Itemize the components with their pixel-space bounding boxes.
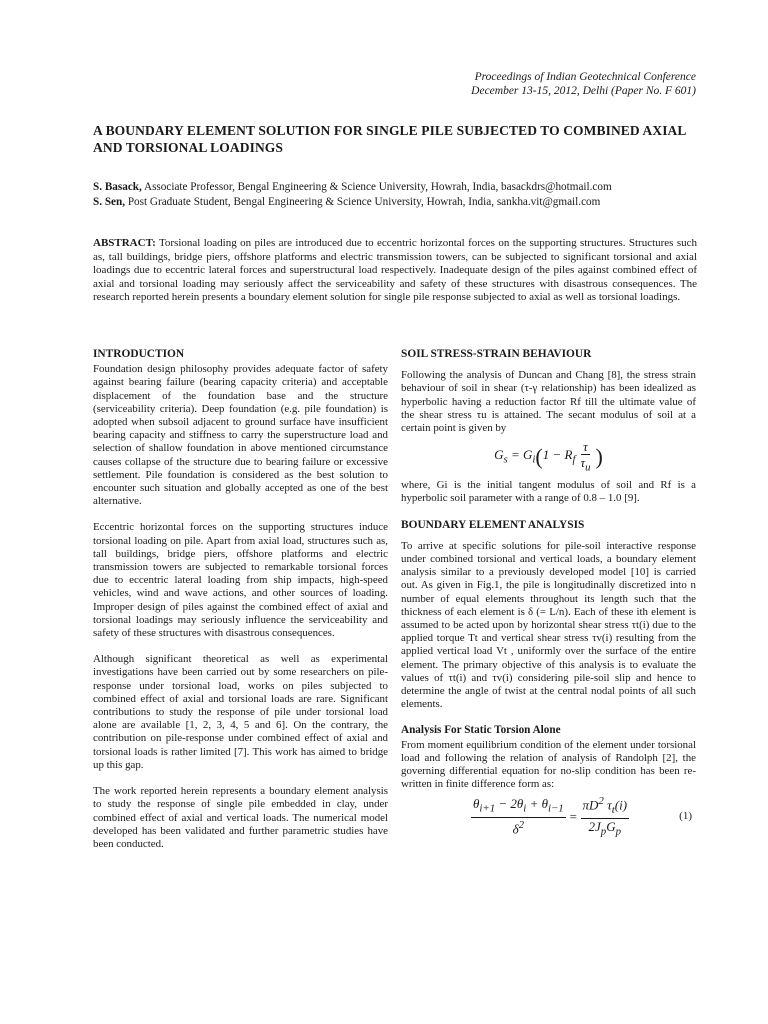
abstract — [93, 237, 697, 305]
subsection-heading-static-torsion: Analysis For Static Torsion Alone — [401, 724, 561, 737]
section-heading-boundary-element: BOUNDARY ELEMENT ANALYSIS — [401, 518, 585, 531]
author-1-name: S. Basack, — [93, 181, 142, 193]
left-column — [93, 348, 388, 851]
author-1 — [93, 180, 703, 195]
static-torsion-paragraph-1: From moment equilibrium condition of the element under torsional load and following the relation of analysis of Randolph [2], the governing differential equation for no-slip condition has been re-written in finite difference form as: — [401, 738, 696, 791]
equation-number: (1) — [679, 809, 692, 822]
abstract-text: Torsional loading on piles are introduced due to eccentric horizontal forces on the supporting structures. Structures such as, tall buildings, bridge piers, offshore platforms and electric transmission towers, can be subjected to significant torsional and axial loadings due to eccentric lateral forces and superstructural load respectively. Inadequate design of the piles against combined effect of axial and torsional loading may seriously affect the serviceability and safety of these structures with disastrous consequences. The research reported herein presents a boundary element solution for single pile response subjected to axial as well as torsional loadings. — [93, 237, 697, 304]
right-column — [401, 348, 696, 841]
section-heading-introduction: INTRODUCTION — [93, 348, 185, 360]
soil-paragraph-2: where, Gi is the initial tangent modulus of soil and Rf is a hyperbolic soil parameter with a range of 0.8 – 1.0 [9]. — [401, 479, 696, 505]
introduction-paragraph-2: Eccentric horizontal forces on the supporting structures induce torsional loading on pile. Apart from axial load, structures such as, tall buildings, bridge piers, offshore platforms and electric transmission towers are subjected to remarkable torsional forces due to eccentric lateral loading from ship impacts, high-speed vehicles, wind and wave actions, and other sources of loading. Improper design of piles against the combined effect of axial and torsional loadings may seriously influence the serviceability and safety of these structures with disastrous consequences. — [93, 521, 388, 640]
author-2-details: Post Graduate Student, Bengal Engineering & Science University, Howrah, India, sankha.vit@gmail.com — [125, 195, 601, 208]
secant-modulus-equation: $G_s = G_i$ ( $1 - R_f$ $\frac{\tau}{\tau_u}$ ) — [494, 438, 603, 474]
soil-paragraph-1: Following the analysis of Duncan and Chang [8], the stress strain behaviour of soil in shear (τ-γ relationship) has been idealized as hyperbolic having a reduction factor Rf till the ultimate value of the shear stress τu is attained. The secant modulus of soil at a certain point is given by — [401, 369, 696, 435]
header-line-2: December 13-15, 2012, Delhi (Paper No. F 601) — [471, 85, 696, 97]
author-list — [93, 180, 703, 209]
proceedings-header — [471, 70, 696, 98]
finite-difference-equation-1: $\frac{\theta_{i+1} - 2\theta_i + \theta_{i-1}}{\delta^2}$ = $\frac{\pi D^2 \tau_t(i)}{2J_pG_p}$ (1) — [473, 794, 692, 838]
author-2-name: S. Sen, — [93, 195, 126, 208]
paper-title: A BOUNDARY ELEMENT SOLUTION FOR SINGLE PILE SUBJECTED TO COMBINED AXIAL AND TORSIONAL LOADINGS — [93, 123, 686, 155]
author-1-details: Associate Professor, Bengal Engineering & Science University, Howrah, India, basackdrs@hotmail.com — [141, 181, 612, 193]
author-2 — [93, 195, 703, 210]
abstract-label: ABSTRACT: — [93, 237, 156, 249]
introduction-paragraph-1: Foundation design philosophy provides adequate factor of safety against bearing failure (bearing capacity criteria) and acceptable displacement of the foundation base and the structure (serviceability criteria). Deep foundation (e.g. pile foundation) is adopted when subsoil adjacent to ground surface have insufficient bearing capacity and stiffness to carry the superstructure load and selection of shallow foundation in above mentioned circumstance causes collapse of the structure due to bearing failure or excessive settlement. Pile foundation is considered as the best solution to encounter such situation and globally accepted as one of the best alternative. — [93, 363, 388, 508]
introduction-paragraph-3: Although significant theoretical as well as experimental investigations have been carried out by some researchers on pile-response under torsional load, works on piles subjected to combined effect of axial and torsional loads are rare. Significant contributions to study the response of pile under torsional load alone are available [1, 2, 3, 4, 5 and 6]. On the contrary, the contribution on pile-response under combined effect of axial and torsional loads is rather limited [7]. This work has aimed to bridge up this gap. — [93, 653, 388, 771]
introduction-paragraph-4: The work reported herein represents a boundary element analysis to study the response of single pile embedded in clay, under combined effect of axial and vertical loads. The numerical model developed has been validated and further parametric studies have been conducted. — [93, 785, 388, 850]
section-heading-soil-stress-strain: SOIL STRESS-STRAIN BEHAVIOUR — [401, 348, 592, 360]
bem-paragraph-1: To arrive at specific solutions for pile-soil interactive response under combined torsional and vertical loads, a boundary element analysis similar to a previously developed model [10] is carried out. As given in Fig.1, the pile is longitudinally discretized into n number of equal elements throughout its length such that the thickness of each element is δ (= L/n). Each of these ith element is assumed to be acted upon by horizontal shear stress τt(i) due to the applied torque Tt and vertical shear stress τv(i) resulting from the applied vertical load Vt , uniformly over the surface of the entire element. The primary objective of this analysis is to evaluate the values of τt(i) and τv(i) considering pile-soil slip and hence to determine the angle of twist at the central nodal points of all such elements. — [401, 539, 696, 711]
header-line-1: Proceedings of Indian Geotechnical Conference — [474, 71, 696, 83]
